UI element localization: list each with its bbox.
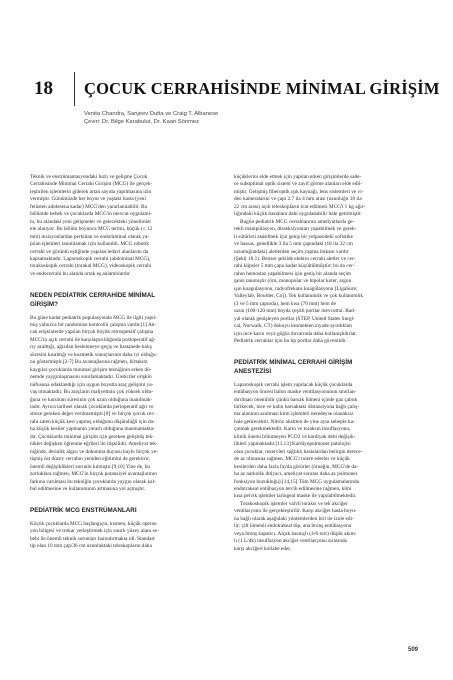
intro-paragraph: Teknik ve enstrümantasyondaki hızlı ve gelişme Çocuk Cerrahisinde Minimal Cerrahi Girişim (MCG) ile gerçek- leştirilen işlemlerin giderek artan sayıda yapılmasına izin vermiştir. Günümüzde her boyut ve yaştaki hasta (yeni fetüsten adolesena kadar) MCG'den yararlanılabilir. Bu bölümde bebek ve çocuklarda MCG'in mevcut uygulami- nı, bu alandaki yeni gelişmeler ve gelecekteki yönelimler ele alınıyor. Bu bölüm boyunca MCG terimi, küçük (≤ 12 mm) insizyonlardan perkütan ve endolüminal olarak ya- pılan işlemleri tanımlamak için kullanıldı. MCG robotik cerrahi ve görüntü eşliğinde yapılan tedavi alanlarını da kapsamaktadır. Laparoskopik cerrahi (abdominal MCG), torakoskopik cerrahi (torakal MCG), videoskopik cerrahi ve endocerrahi bu alanda ortak eş anlamlılardır.	[30, 174, 153, 277]
translator-names: Çeviri: Dr. Bilge Karabulut, Dr. Kaan Sönmez	[84, 119, 200, 126]
page-number: 509	[408, 647, 419, 653]
title-divider	[74, 72, 75, 106]
author-names: Venita Chandra, Sanjeev Dutta ve Craig T. Albanese	[84, 111, 219, 117]
chapter-number: 18	[34, 78, 53, 99]
section-heading-anesthesia: PEDİATRİK MİNİMAL CERRAHİ GİRİŞİM ANESTEZİSİ	[234, 359, 353, 376]
left-column	[30, 174, 215, 551]
section-body-why-minimal: Bu güne kadar pediatrik populasyonda MCG ile ilgili yapıl- mış yalnızca bir randomize kontrollü çalışma vardır.[1] An- cak erişkinlerde yapılan birçok büyük retrospektif çalışma MCG'in açık cerrahi ile karşılaştırıldığında postoperatif ağ- rıy azalttığı, ağızdan beslenmeye geçiş ve hastanede kalış süresini kısalttığı ve kozmetik sonuçlarının daha iyi olduğu- nu göstermiştir.[2-7] Bu avantajlarına rağmen, birtakım kaygılar çocuklarda minimal girişim tekniğinin erken dö- nemde yaygınlaşmasını sınırlamaktadır. Üreticiler erişkin nüfusuna odaklandığı için uygun boyutta araç gelişimi ya- vaş olmaktadır. Bu araçların maliyetinin çok yüksek oldu- ğuna ve kurulum süresinin çok uzun olduğuna inanılmak- tadır. Ayrıca tarihsel olarak çocuklarda perioperatif ağrı ve strese gereken değer verilmemiştir.[8] ve birçok çocuk cer- rahı zaten küçük kesi yapmış olduğunu düşündüğü için da- ha küçük kesiler yapmanın yararlı olduğuna inanmamakta- dır. Çocuklarda minimal girişim için gereken gelişmiş tek- nikler değişken öğrenme eğrileri ile ilişkilidir. Ameliyat tek- niğinde, derinlik algısı ve dokunma duyusu kaybı birçok ye- tişmiş üst düzey cerrahın yeniden eğitimini de gerektirir, önemli değişiklikleri zorunlu kılmıştır.[9,10] Yine de, bu zorluklara rağmen, MCG'in birçok potansiyel avantajlarının farkına varılması bu tekniğin çocuklarda yaygın olarak kal- bul edilmesine ve kullanımının artmasına yol açmıştır.	[30, 314, 158, 492]
chapter-title: ÇOCUK CERRAHİSİNDE MİNİMAL GİRİŞİM	[84, 79, 440, 98]
author-block	[84, 110, 404, 127]
section-heading-why-minimal: NEDEN PEDİATRİK CERRAHİDE MİNİMAL GİRİŞİM?	[30, 292, 156, 308]
continuation-paragraph: küçüklerini elde etmek için yapılan erken girişimlerde sade- ce suboptimal optik sistem ve zayıf görme alanları elde edil- miştir. Gelişmiş fiberoptik ışık kaynağı, lens sistemleri ve vi- deo kameralarını ve çapı 2.7 ila 4 mm arası (uzunluğu 18 ila 22 cm arası) açılı teleskopların icat edilmesi MCG'i 1 kg ağır- lığındaki küçük hastalara dahi uygulanabilir hale getirmiştir.	[234, 174, 366, 218]
section-body-anesthesia-2: Torakoskopik işlemler valvli toraksı ve tek akciğer ventilasyonu ile gerçekleştirilir. Karşı akciğer hasta boyu- na bağlı olarak aşağıdaki yöntemlerden biri ile izole edi- lir: çift lümenli endotrakeal tüp, ana bronş entübasyonu veya bronş kapatıcı. Alçak basınçlı (4-6 torr) düşük akım- lı (1 L/dk) insuflasyon akciğer ventilasyonu sırasında karşı akciğeri kollabe eder.	[234, 500, 357, 552]
section-body-anesthesia: Laparoskopik cerrahi işlem yapılacak küçük çocuklarda entübasyon öncesi balon maske ventilasyonunun sınırlan- dırılması önemlidir çünkü barsak lümeni içinde gaz çabuk birikecek, ince ve kalın barsaktaki distansiyona bağlı çalış- ma alanının azalması kimi işlemleri neredeyse olanaksız hale getirecektir. Nitröz oksitten de yine aynı sebeple ka- çınmak gerekmektedir. Karın ve toraksın insuflasyonu, klinik önemi bilinmeyen PCO2 ve kardiyak debi değişik- likleri yapmaktadır.[11,13] Kardiyopulmoner patolojisi olan çocuklar, rezervleri sağlıklı hastalardan belirgin derece- de az olmasına rağmen, MCG'i tolere ederler ve küçük kesilerden daha fazla fayda görürler (örneğin, MCG'de da- ha az narkotik ihtiyacı, ameliyat sonrası daha az pulmoner fonksiyon bozukluğu).[14,15] Tüm MCG uygulamalarında endotrakeal entübasyon tercih edilmesine rağmen, kimi kısa pelvik işlemler laringeal maske ile yapılabilmektedir.	[234, 381, 363, 500]
continuation-paragraph-2: Bugün pediatrik MCG cerrahlarının ameliyatlarda ge- rekli manipülasyon, disseksiyonları yapabilmek ve gerek- li sütürleri atabilmek için geniş bir yelpazedeki sofistike ve hassas, genellikle 3 ila 5 mm çapındaki (18 ila 32 cm uzunluğundaki) aletlerden seçim yapma imkanı vardır (Şekil 18.1). Benzer şekilde elektro cerrahi aletler ve cer- rahi klipsler 5 mm çapa kadar küçültülmüştür; bu da cer- rahın hemostaz yapabilmesi için geniş bir alanda seçim şansı tanımıştır (örn, monopolar ve bipolar koter, argon ışın koagulasyonu, radyofrekans koagülasyonu [LigaSure; Valleylab, Boulder, Co]). Tek kullanımlık ve çok kullanımlık (3 ve 5 mm çapında), hem kısa (70 mm) hem de uzun (100-120 mm) boyda çeşitli portlar mevcuttur. Rad- yal olarak genişleyen portlar (STEP, United States Surgi- cal, Norwalk, CT) dokuyu kesmekten ziyade ayırdıkları için ince karın veya göğüs duvarında daha kullanışlıdırlar. Pediatrik cerrahlar için bu tip portlar daha güvenlidir.	[234, 218, 364, 344]
section-heading-instruments: PEDİATRİK MCG ENSTRÜMANLARI	[30, 507, 137, 515]
section-body-instruments: Küçük çocuklarda MCG başlangıçta, kısmen, küçük operas- yon bölgesi ve trokar yerleştirmek için sınırlı yüzey alanı se- bebi ile önemli teknik sorunları barındırmakta idi. Standart tip olan 10 mm çap/36 cm uzunluktaki teleskopların daha	[30, 521, 159, 550]
right-column	[234, 174, 419, 553]
